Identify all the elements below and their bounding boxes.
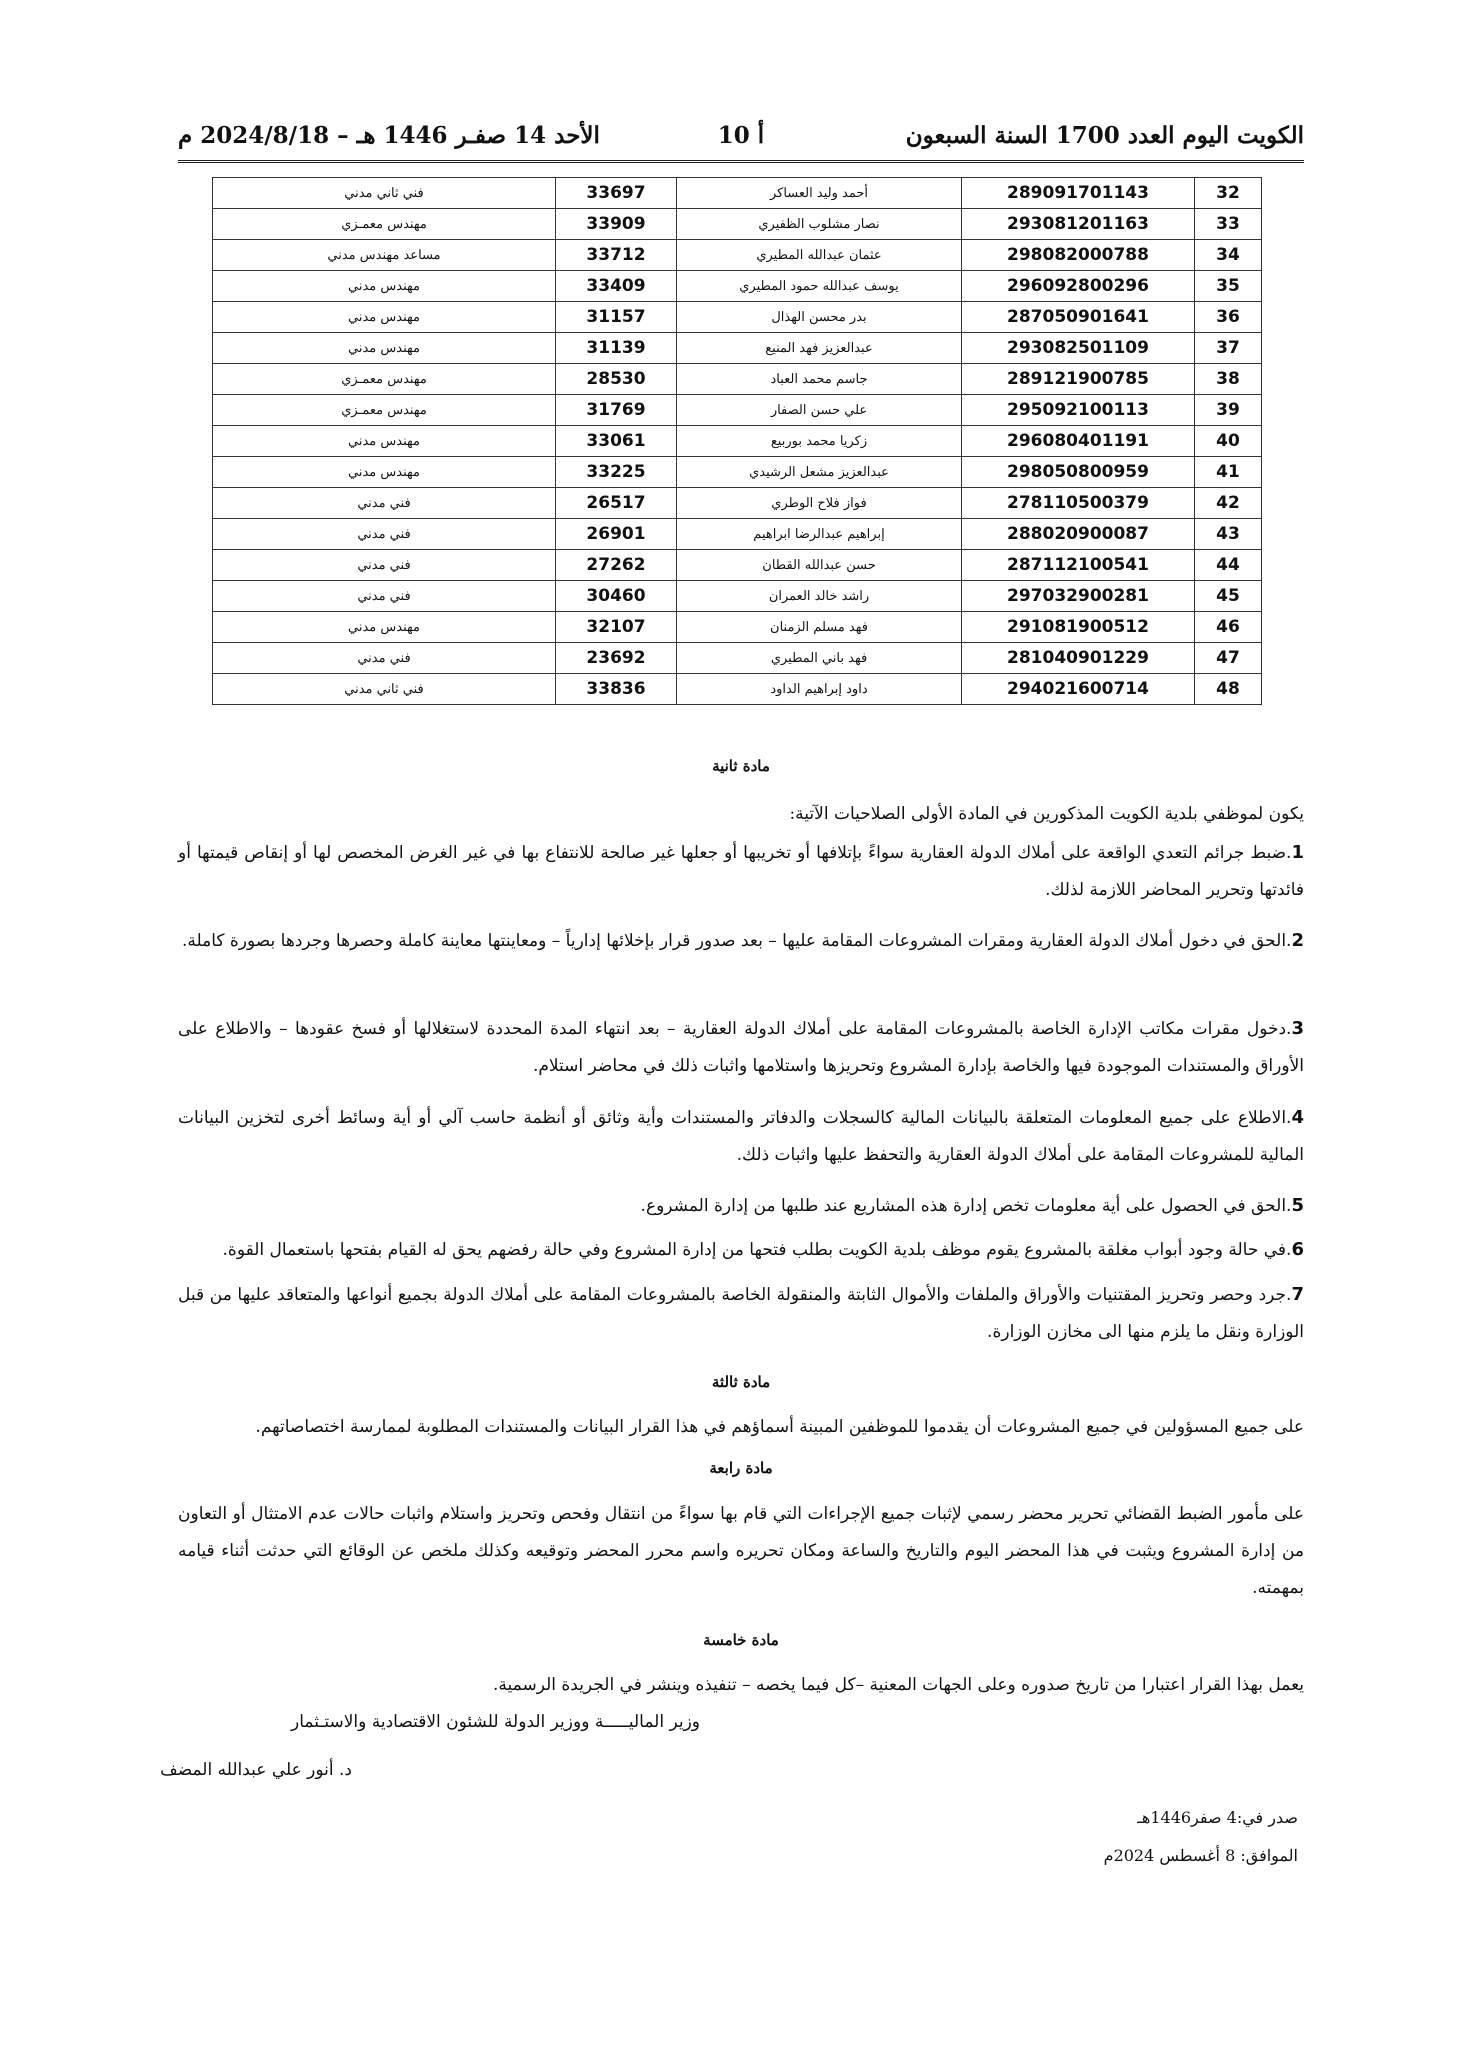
table-row (213, 426, 1262, 457)
table-row (213, 488, 1262, 519)
civil-id-cell: 298050800959 (962, 457, 1195, 488)
item-number: 2 (1291, 930, 1304, 951)
civil-id-cell: 289121900785 (962, 364, 1195, 395)
civil-id-cell: 295092100113 (962, 395, 1195, 426)
job-title-cell: فني مدني (213, 519, 556, 550)
row-number: 44 (1195, 550, 1262, 581)
issue-date-hijri: صدر في:4 صفر1446هـ (1137, 1808, 1298, 1827)
row-number: 47 (1195, 643, 1262, 674)
file-number-cell: 31157 (556, 302, 677, 333)
header-date: الأحد 14 صفـر 1446 هـ – 2024/8/18 م (178, 122, 600, 149)
job-title-cell: فني مدني (213, 643, 556, 674)
employee-name-cell: عبدالعزيز مشعل الرشيدي (677, 457, 962, 488)
row-number: 40 (1195, 426, 1262, 457)
employee-name-cell: فهد باني المطيري (677, 643, 962, 674)
employee-name-cell: عبدالعزيز فهد المنيع (677, 333, 962, 364)
item-text: .الاطلاع على جميع المعلومات المتعلقة بالبيانات المالية كالسجلات والدفاتر والمستندات وأية وثائق أو أنظمة حاسب آلي أو أية وسائط أخرى لتخزين البيانات المالية للمشروعات المقامة على أملاك الدولة العقارية والتحفظ عليها واثبات ذلك. (178, 1108, 1304, 1165)
row-number: 45 (1195, 581, 1262, 612)
civil-id-cell: 293082501109 (962, 333, 1195, 364)
table-row (213, 209, 1262, 240)
row-number: 38 (1195, 364, 1262, 395)
row-number: 42 (1195, 488, 1262, 519)
employee-name-cell: عثمان عبدالله المطيري (677, 240, 962, 271)
row-number: 36 (1195, 302, 1262, 333)
employee-table (212, 177, 1262, 705)
civil-id-cell: 298082000788 (962, 240, 1195, 271)
employee-name-cell: أحمد وليد العساكر (677, 178, 962, 209)
civil-id-cell: 289091701143 (962, 178, 1195, 209)
job-title-cell: مهندس مدني (213, 612, 556, 643)
row-number: 48 (1195, 674, 1262, 705)
row-number: 34 (1195, 240, 1262, 271)
job-title-cell: مهندس مدني (213, 271, 556, 302)
table-row (213, 550, 1262, 581)
table-row (213, 395, 1262, 426)
signatory-position: وزير الماليـــــة ووزير الدولة للشئون الاقتصادية والاستـثمار (291, 1712, 700, 1732)
table-row (213, 333, 1262, 364)
employee-name-cell: بدر محسن الهذال (677, 302, 962, 333)
table-row (213, 364, 1262, 395)
employee-name-cell: إبراهيم عبدالرضا ابراهيم (677, 519, 962, 550)
employee-name-cell: نصار مشلوب الظفيري (677, 209, 962, 240)
header-divider (178, 160, 1304, 166)
article2-item-4 (178, 1099, 1304, 1174)
employee-name-cell: فهد مسلم الزمنان (677, 612, 962, 643)
article2-item-5 (178, 1187, 1304, 1225)
civil-id-cell: 288020900087 (962, 519, 1195, 550)
item-text: .دخول مقرات مكاتب الإدارة الخاصة بالمشروعات المقامة على أملاك الدولة العقارية – بعد انتهاء المدة المحددة لاستغلالها أو فسخ عقودها – والاطلاع على الأوراق والمستندات الموجودة فيها والخاصة بإدارة المشروع وتحريزها واستلامها واثبات ذلك في محاضر استلام. (178, 1019, 1304, 1076)
header-issue: الكويت اليوم العدد 1700 السنة السبعون (905, 122, 1304, 149)
table-row (213, 240, 1262, 271)
job-title-cell: مهندس مدني (213, 426, 556, 457)
item-number: 6 (1291, 1239, 1304, 1260)
civil-id-cell: 293081201163 (962, 209, 1195, 240)
file-number-cell: 31139 (556, 333, 677, 364)
employee-name-cell: راشد خالد العمران (677, 581, 962, 612)
file-number-cell: 30460 (556, 581, 677, 612)
signatory-name: د. أنور علي عبدالله المضف (160, 1760, 352, 1780)
file-number-cell: 31769 (556, 395, 677, 426)
item-number: 7 (1291, 1284, 1304, 1305)
job-title-cell: فني مدني (213, 488, 556, 519)
civil-id-cell: 287112100541 (962, 550, 1195, 581)
row-number: 32 (1195, 178, 1262, 209)
employee-name-cell: جاسم محمد العباد (677, 364, 962, 395)
job-title-cell: فني ثاني مدني (213, 178, 556, 209)
item-text: .جرد وحصر وتحريز المقتنيات والأوراق والملفات والأموال الثابتة والمنقولة الخاصة بالمشروعات المقامة على أملاك الدولة بجميع أنواعها والمتعاقد عليها من قبل الوزارة ونقل ما يلزم منها الى مخازن الوزارة. (178, 1285, 1304, 1342)
employee-name-cell: داود إبراهيم الداود (677, 674, 962, 705)
article4-title: مادة رابعة (709, 1459, 773, 1477)
row-number: 39 (1195, 395, 1262, 426)
job-title-cell: مهندس معمـزي (213, 395, 556, 426)
file-number-cell: 26517 (556, 488, 677, 519)
item-text: .الحق في الحصول على أية معلومات تخص إدارة هذه المشاريع عند طلبها من إدارة المشروع. (640, 1196, 1292, 1216)
file-number-cell: 33836 (556, 674, 677, 705)
item-number: 1 (1291, 842, 1304, 863)
file-number-cell: 33409 (556, 271, 677, 302)
article2-item-7 (178, 1276, 1304, 1351)
file-number-cell: 33712 (556, 240, 677, 271)
row-number: 46 (1195, 612, 1262, 643)
table-row (213, 178, 1262, 209)
table-row (213, 271, 1262, 302)
employee-name-cell: علي حسن الصفار (677, 395, 962, 426)
job-title-cell: مهندس مدني (213, 333, 556, 364)
item-text: .ضبط جرائم التعدي الواقعة على أملاك الدولة العقارية سواءً بإتلافها أو تخريبها أو جعلها غير صالحة للانتفاع بها في غير الغرض المخصص لها أو إنقاص قيمتها أو فائدتها وتحرير المحاضر اللازمة لذلك. (178, 843, 1304, 900)
civil-id-cell: 291081900512 (962, 612, 1195, 643)
article3-title: مادة ثالثة (711, 1373, 771, 1391)
table-row (213, 302, 1262, 333)
file-number-cell: 27262 (556, 550, 677, 581)
article2-item-3 (178, 1010, 1304, 1085)
file-number-cell: 33225 (556, 457, 677, 488)
civil-id-cell: 296080401191 (962, 426, 1195, 457)
job-title-cell: فني ثاني مدني (213, 674, 556, 705)
civil-id-cell: 297032900281 (962, 581, 1195, 612)
article2-item-2 (178, 922, 1304, 960)
employee-table-body (213, 178, 1262, 705)
job-title-cell: فني مدني (213, 581, 556, 612)
file-number-cell: 33061 (556, 426, 677, 457)
item-text: .في حالة وجود أبواب مغلقة بالمشروع يقوم موظف بلدية الكويت بطلب فتحها من إدارة المشروع وفي حالة رفضهم يحق له القيام بفتحها باستعمال القوة. (222, 1240, 1292, 1260)
file-number-cell: 26901 (556, 519, 677, 550)
row-number: 43 (1195, 519, 1262, 550)
file-number-cell: 32107 (556, 612, 677, 643)
employee-name-cell: زكريا محمد بوربيع (677, 426, 962, 457)
file-number-cell: 28530 (556, 364, 677, 395)
job-title-cell: مساعد مهندس مدني (213, 240, 556, 271)
page-header (178, 122, 1304, 160)
item-number: 5 (1291, 1195, 1304, 1216)
issue-date-gregorian: الموافق: 8 أغسطس 2024م (1103, 1846, 1298, 1865)
item-text: .الحق في دخول أملاك الدولة العقارية ومقرات المشروعات المقامة عليها – بعد صدور قرار بإخلائها إدارياً – ومعاينتها معاينة كاملة وحصرها وجردها بصورة كاملة. (181, 931, 1292, 951)
article5-text: يعمل بهذا القرار اعتبارا من تاريخ صدوره وعلى الجهات المعنية –كل فيما يخصه – تنفيذه وينشر في الجريدة الرسمية. (492, 1675, 1304, 1695)
row-number: 35 (1195, 271, 1262, 302)
article2-item-6 (178, 1231, 1304, 1269)
employee-name-cell: حسن عبدالله القطان (677, 550, 962, 581)
table-row (213, 457, 1262, 488)
file-number-cell: 23692 (556, 643, 677, 674)
table-row (213, 581, 1262, 612)
item-number: 3 (1291, 1018, 1304, 1039)
row-number: 33 (1195, 209, 1262, 240)
row-number: 37 (1195, 333, 1262, 364)
table-row (213, 643, 1262, 674)
article2-title: مادة ثانية (712, 757, 770, 775)
job-title-cell: مهندس مدني (213, 302, 556, 333)
civil-id-cell: 281040901229 (962, 643, 1195, 674)
job-title-cell: مهندس مدني (213, 457, 556, 488)
header-page-number: أ 10 (717, 122, 765, 149)
article3-text: على جميع المسؤولين في جميع المشروعات أن يقدموا للموظفين المبينة أسماؤهم في هذا القرار البيانات والمستندات المطلوبة لممارسة اختصاصاتهم. (255, 1417, 1304, 1437)
article2-item-1 (178, 834, 1304, 909)
job-title-cell: مهندس معمـزي (213, 209, 556, 240)
employee-name-cell: فواز فلاح الوطري (677, 488, 962, 519)
employee-name-cell: يوسف عبدالله حمود المطيري (677, 271, 962, 302)
article5-title: مادة خامسة (703, 1631, 779, 1649)
table-row (213, 674, 1262, 705)
item-number: 4 (1291, 1107, 1304, 1128)
article4-text: على مأمور الضبط القضائي تحرير محضر رسمي لإثبات جميع الإجراءات التي قام بها سواءً من انتقال وفحص وتحريز واستلام واثبات حالات عدم الامتثال أو التعاون من إدارة المشروع ويثبت في هذا المحضر اليوم والتاريخ والساعة ومكان تحريره واسم محرر المحضر وتوقيعه وكذلك ملخص عن الوقائع التي حدثت أثناء قيامه بمهمته. (178, 1504, 1304, 1598)
article2-intro: يكون لموظفي بلدية الكويت المذكورين في المادة الأولى الصلاحيات الآتية: (789, 804, 1304, 824)
civil-id-cell: 296092800296 (962, 271, 1195, 302)
table-row (213, 612, 1262, 643)
civil-id-cell: 287050901641 (962, 302, 1195, 333)
job-title-cell: فني مدني (213, 550, 556, 581)
file-number-cell: 33697 (556, 178, 677, 209)
table-row (213, 519, 1262, 550)
row-number: 41 (1195, 457, 1262, 488)
civil-id-cell: 278110500379 (962, 488, 1195, 519)
file-number-cell: 33909 (556, 209, 677, 240)
job-title-cell: مهندس معمـزي (213, 364, 556, 395)
civil-id-cell: 294021600714 (962, 674, 1195, 705)
